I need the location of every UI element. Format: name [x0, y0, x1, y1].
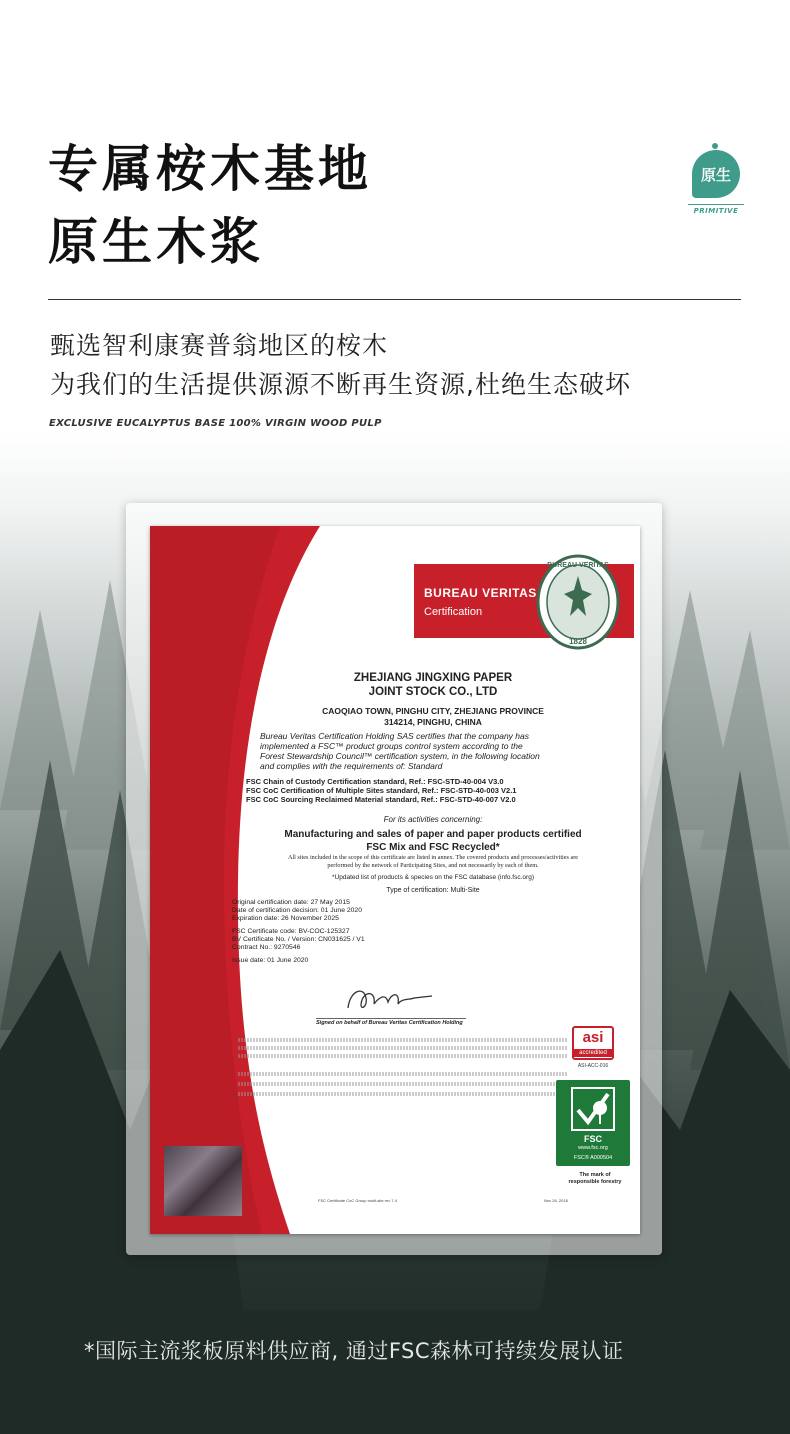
fine-print-block — [238, 1072, 568, 1076]
activities-intro: For its activities concerning: — [383, 815, 483, 824]
address-line2: 314214, PINGHU, CHINA — [384, 717, 482, 727]
signed-by: Signed on behalf of Bureau Veritas Certification Holding — [316, 1020, 463, 1026]
standard-line: FSC CoC Sourcing Reclaimed Material standard, Ref.: FSC-STD-40-007 V2.0 — [246, 795, 516, 804]
seal-year: 1828 — [569, 637, 587, 646]
company-name-line1: ZHEJIANG JINGXING PAPER — [353, 672, 513, 684]
address-line1: CAOQIAO TOWN, PINGHU CITY, ZHEJIANG PROVINCE — [322, 706, 544, 716]
primitive-badge — [690, 150, 742, 215]
asi-logo-text: asi — [582, 1029, 604, 1046]
fine-print-block — [238, 1046, 568, 1050]
signature-line — [316, 1018, 466, 1019]
badge-text: 原生 — [700, 165, 731, 184]
page-title-line1: 专属桉木基地 — [48, 140, 372, 198]
fsc-org: www.fsc.org — [578, 1145, 608, 1151]
statement-line: and complies with the requirements of: Standard — [260, 761, 443, 771]
date-line: Date of certification decision: 01 June 2020 — [232, 907, 362, 914]
updated-note: *Updated list of products & species on the FSC database (info.fsc.org) — [332, 874, 534, 881]
certificate-content — [230, 526, 640, 1234]
fsc-logo — [556, 1080, 630, 1166]
fine-print-block — [238, 1082, 568, 1086]
sites-note-line2: performed by the network of Participating Sites, and not necessarily by each of them. — [327, 862, 539, 869]
fsc-certificate — [150, 526, 640, 1234]
type-of-certification: Type of certification: Multi-Site — [386, 887, 480, 894]
english-subtitle: EXCLUSIVE EUCALYPTUS BASE 100% VIRGIN WOOD PULP — [49, 418, 382, 429]
issuer-subtitle: Certification — [424, 606, 483, 618]
fsc-mark-line1: The mark of — [579, 1172, 611, 1178]
asi-code: ASI-ACC-016 — [577, 1063, 609, 1069]
sites-note-line1: All sites included in the scope of this certificate are listed in annex. The covered products and processes/activities are — [287, 854, 579, 861]
badge-dot-icon — [712, 143, 718, 149]
signature-icon — [340, 978, 440, 1018]
seal-text: BUREAU VERITAS — [547, 562, 609, 569]
activities-line1: Manufacturing and sales of paper and paper products certified — [284, 829, 582, 840]
code-line: FSC Certificate code: BV-COC-125327 — [232, 928, 350, 935]
hologram-sticker — [164, 1146, 242, 1216]
standard-line: FSC CoC Certification of Multiple Sites standard, Ref.: FSC-STD-40-003 V2.1 — [246, 786, 517, 795]
company-name-line2: JOINT STOCK CO., LTD — [368, 686, 498, 698]
badge-subtitle: PRIMITIVE — [688, 204, 744, 215]
description-line1: 甄选智利康赛普翁地区的桉木 — [50, 331, 389, 360]
date-line: Original certification date: 27 May 2015 — [232, 899, 350, 906]
date-line: Expiration date: 26 November 2025 — [232, 915, 339, 922]
fsc-logo-text: FSC — [584, 1134, 602, 1144]
statement-line: Forest Stewardship Council™ certification system, in the following location — [260, 751, 540, 761]
fsc-mark-line2: responsible forestry — [568, 1179, 622, 1185]
code-line: Contract No.: 9270546 — [232, 944, 301, 951]
standard-line: FSC Chain of Custody Certification standard, Ref.: FSC-STD-40-004 V3.0 — [246, 777, 504, 786]
footer-notice: *国际主流浆板原料供应商, 通过FSC森林可持续发展认证 — [84, 1339, 624, 1363]
fsc-tree-checkmark-icon — [570, 1086, 616, 1132]
asi-box — [572, 1026, 614, 1060]
code-line: BV Certificate No. / Version: CN031625 / V1 — [232, 936, 365, 943]
asi-accredited-text: accredited — [574, 1049, 612, 1057]
page-title-line2: 原生木浆 — [48, 213, 264, 271]
fsc-code: FSC® A000504 — [573, 1155, 613, 1161]
badge-leaf-icon — [692, 150, 740, 198]
activities-line2: FSC Mix and FSC Recycled* — [366, 842, 500, 853]
statement-line: Bureau Veritas Certification Holding SAS certifies that the company has — [260, 731, 529, 741]
divider — [48, 299, 741, 300]
certificate-footer-right: Nov 26, 2018 — [544, 1198, 568, 1203]
description-line2: 为我们的生活提供源源不断再生资源,杜绝生态破坏 — [50, 370, 631, 399]
fine-print-block — [238, 1092, 568, 1096]
asi-accredited-logo — [572, 1026, 614, 1072]
certificate-footer-left: FSC Certificate CoC Group multi-site rev 7.4 — [318, 1198, 397, 1203]
fine-print-block — [238, 1054, 568, 1058]
statement-line: implemented a FSC™ product groups control system according to the — [260, 741, 523, 751]
issuer-name: BUREAU VERITAS — [424, 586, 537, 600]
issue-date: Issue date: 01 June 2020 — [232, 957, 309, 964]
fine-print-block — [238, 1038, 568, 1042]
bureau-veritas-seal-icon — [536, 554, 620, 650]
